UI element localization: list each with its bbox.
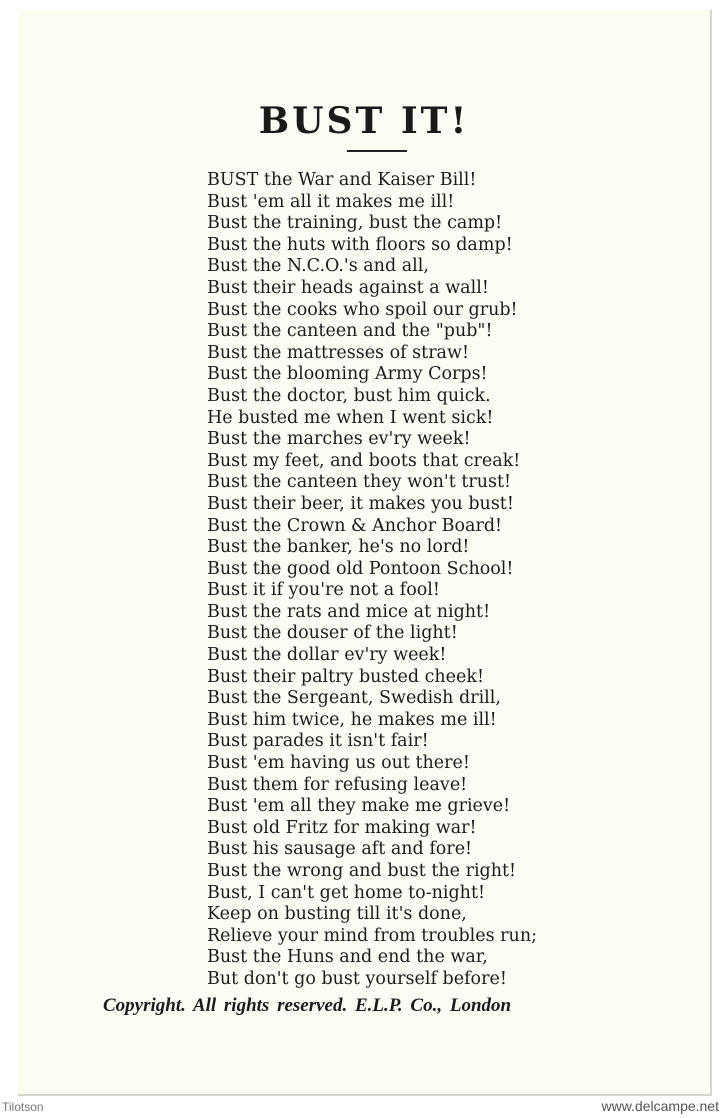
poem-line: Bust the douser of the light! — [207, 623, 458, 644]
poem-line: Bust 'em all they make me grieve! — [207, 796, 511, 817]
poem-line: Bust their paltry busted cheek! — [207, 666, 485, 687]
poem-title: BUST IT! — [258, 100, 470, 142]
poem-line: Keep on busting till it's done, — [207, 904, 467, 925]
poem-line: Bust the canteen and the "pub"! — [207, 321, 493, 342]
poem-line: Bust 'em all it makes me ill! — [207, 191, 455, 212]
poem-line: But don't go bust yourself before! — [207, 968, 507, 989]
poem-line: Bust it if you're not a fool! — [207, 580, 440, 601]
poem-line: Bust his sausage aft and fore! — [207, 839, 473, 860]
poem-line: Bust the mattresses of straw! — [207, 342, 470, 363]
poem-line: Bust the Sergeant, Swedish drill, — [207, 688, 501, 709]
watermark-site: www.delcampe.net — [601, 1098, 719, 1114]
poem-line: Bust the huts with floors so damp! — [207, 234, 513, 255]
poem-line: Bust the marches ev'ry week! — [207, 429, 471, 450]
poem-line: Bust the banker, he's no lord! — [207, 537, 470, 558]
poem-line: Relieve your mind from troubles run; — [207, 925, 537, 946]
watermark-seller: Tilotson — [2, 1100, 44, 1114]
poem-line: Bust the wrong and bust the right! — [207, 861, 517, 881]
poem-line: Bust the rats and mice at night! — [207, 601, 491, 622]
poem-line: He busted me when I went sick! — [207, 407, 494, 428]
poem-line: Bust him twice, he makes me ill! — [207, 709, 497, 730]
poem-line: Bust 'em having us out there! — [207, 753, 470, 774]
poem-line: Bust the cooks who spoil our grub! — [207, 299, 518, 320]
poem-line: Bust them for refusing leave! — [207, 774, 468, 795]
poem-line: Bust the dollar ev'ry week! — [207, 645, 447, 666]
poem-line: Bust their heads against a wall! — [207, 277, 489, 298]
poem-line: Bust the doctor, bust him quick. — [207, 385, 491, 406]
postcard — [18, 10, 712, 1096]
poem-line: Bust parades it isn't fair! — [207, 731, 429, 752]
poem-verse — [207, 170, 537, 991]
poem-line: Bust the Huns and end the war, — [207, 947, 488, 968]
poem-line: Bust the canteen they won't trust! — [207, 472, 512, 493]
poem-line: Bust the blooming Army Corps! — [207, 364, 488, 385]
poem-line: Bust old Fritz for making war! — [207, 817, 477, 838]
poem-line: Bust the training, bust the camp! — [207, 213, 503, 234]
poem-line: Bust their beer, it makes you bust! — [207, 493, 514, 514]
poem-line: Bust the N.C.O.'s and all, — [207, 256, 429, 277]
poem-line: Bust the Crown & Anchor Board! — [207, 515, 503, 536]
poem-line: Bust, I can't get home to-night! — [207, 882, 486, 903]
copyright-notice: Copyright. All rights reserved. E.L.P. Co., London — [103, 995, 512, 1016]
title-underline — [347, 150, 407, 152]
poem-line: BUST the War and Kaiser Bill! — [207, 170, 477, 190]
poem-line: Bust the good old Pontoon School! — [207, 558, 514, 579]
poem-line: Bust my feet, and boots that creak! — [207, 450, 521, 471]
